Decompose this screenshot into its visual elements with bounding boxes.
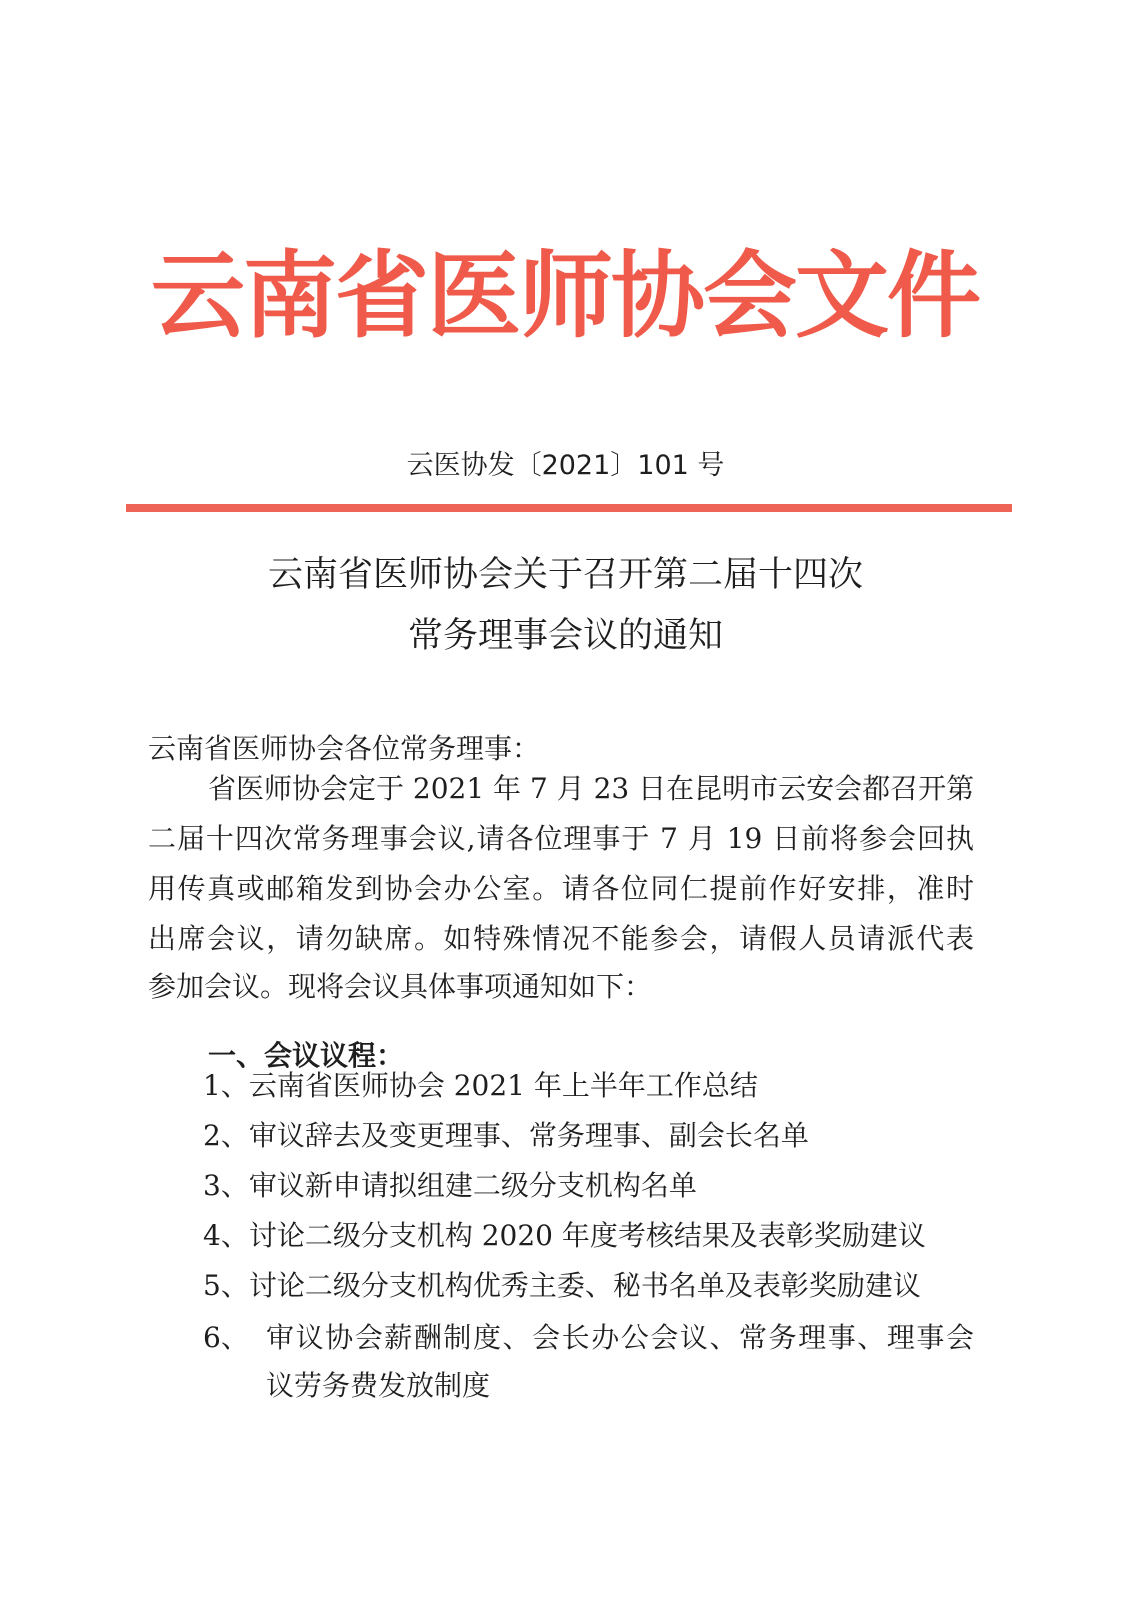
agenda-item-6-number: 6、: [203, 1321, 249, 1354]
paragraph-line-5: 参加会议。现将会议具体事项通知如下：: [148, 970, 653, 1003]
agenda-item-6-line-1: 审议协会薪酬制度、会长办公会议、常务理事、理事会: [266, 1321, 974, 1354]
paragraph-line-4: 出席会议，请勿缺席。如特殊情况不能参会，请假人员请派代表: [148, 922, 974, 955]
paragraph-line-3: 用传真或邮箱发到协会办公室。请各位同仁提前作好安排，准时: [148, 872, 974, 905]
document-number: 云医协发〔2021〕101 号: [406, 450, 725, 481]
agenda-item-2: 2、审议辞去及变更理事、常务理事、副会长名单: [203, 1119, 809, 1152]
red-divider: [126, 504, 1012, 512]
notice-title-line-2: 常务理事会议的通知: [407, 616, 723, 656]
agenda-item-1: 1、云南省医师协会 2021 年上半年工作总结: [203, 1069, 758, 1102]
section-heading-agenda: 一、会议议程：: [208, 1039, 405, 1072]
salutation: 云南省医师协会各位常务理事：: [148, 732, 541, 765]
paragraph-line-2: 二届十四次常务理事会议,请各位理事于 7 月 19 日前将参会回执: [148, 822, 974, 855]
org-masthead: 云南省医师协会文件: [150, 241, 979, 351]
agenda-item-6-line-2: 议劳务费发放制度: [266, 1369, 491, 1402]
notice-title-line-1: 云南省医师协会关于召开第二届十四次: [267, 555, 863, 595]
agenda-item-5: 5、讨论二级分支机构优秀主委、秘书名单及表彰奖励建议: [203, 1269, 921, 1302]
agenda-item-3: 3、审议新申请拟组建二级分支机构名单: [203, 1169, 697, 1202]
paragraph-line-1: 省医师协会定于 2021 年 7 月 23 日在昆明市云安会都召开第: [208, 772, 975, 805]
agenda-item-4: 4、讨论二级分支机构 2020 年度考核结果及表彰奖励建议: [203, 1219, 926, 1252]
